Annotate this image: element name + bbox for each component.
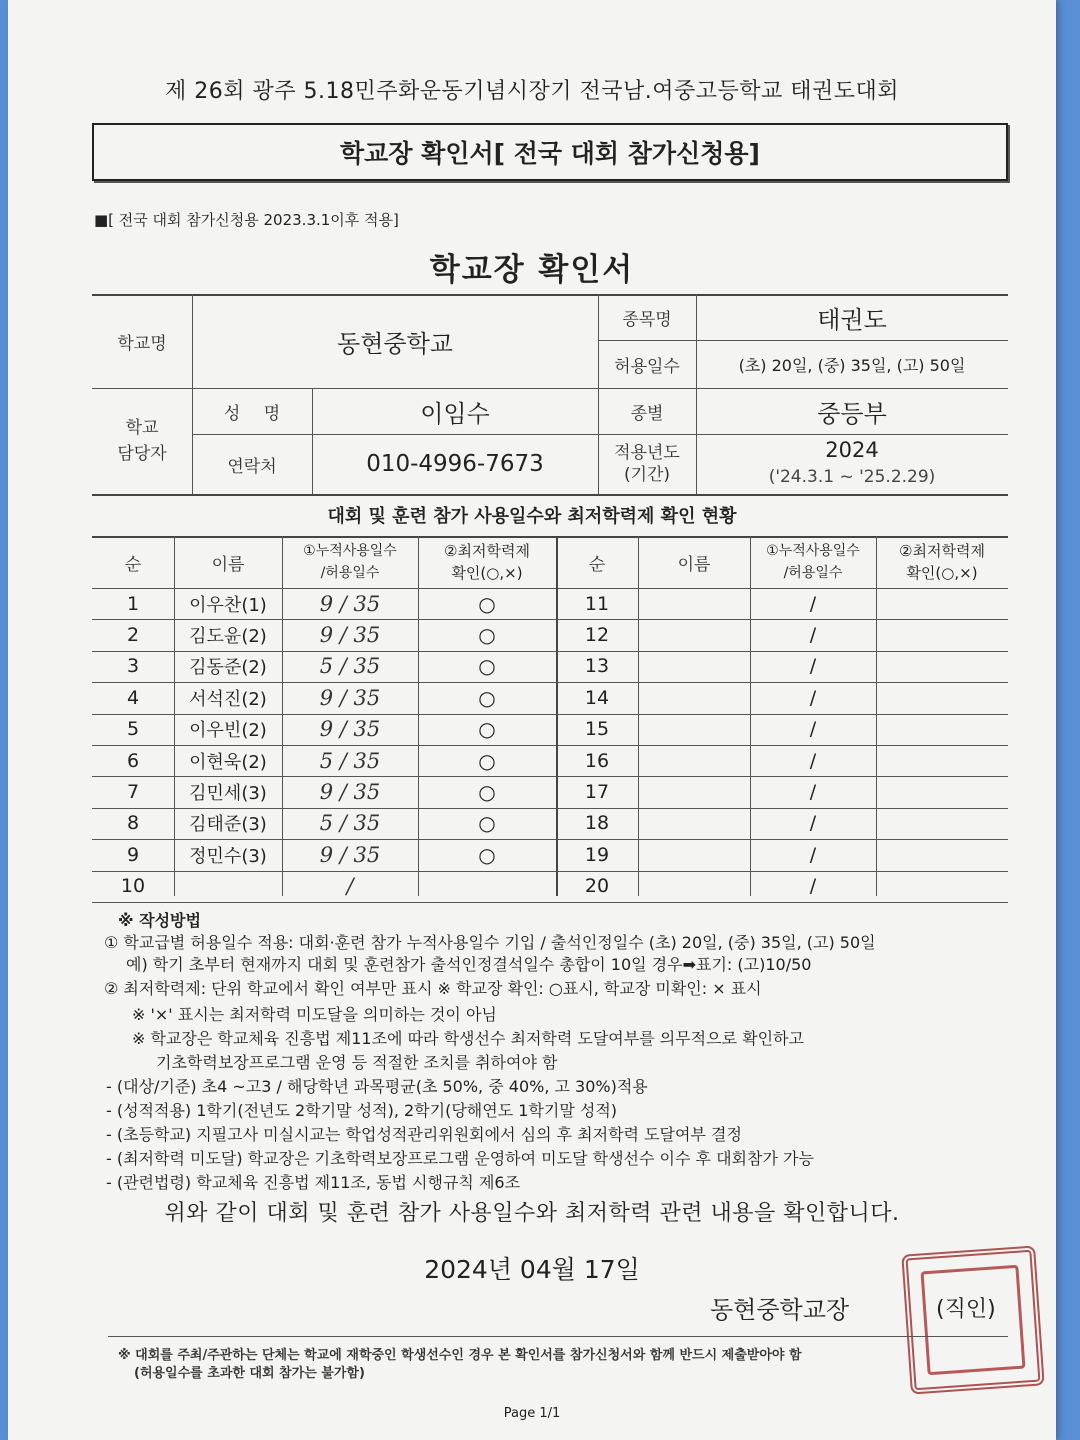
document-title-box (92, 123, 1008, 181)
manager-name-value: 이임수 (420, 399, 490, 428)
min-academic-check: ○ (478, 591, 496, 616)
event-title: 제 26회 광주 5.18민주화운동기념시장기 전국남.여중고등학교 태권도대회 (165, 79, 899, 104)
days-used: / (809, 843, 817, 866)
student-name (638, 714, 750, 745)
year-value: 2024 (825, 438, 879, 462)
name-label: 성 명 (223, 403, 281, 424)
min-academic-check (876, 682, 1008, 713)
days-used: / (809, 686, 817, 709)
days-used: 5 / 35 (319, 811, 381, 836)
header-name-right: 이름 (677, 554, 711, 575)
row-number: 11 (584, 592, 610, 615)
days-used: / (809, 655, 817, 678)
days-used: 5 / 35 (319, 748, 381, 773)
application-note: ■[ 전국 대회 참가신청용 2023.3.1이후 적용] (94, 211, 399, 229)
period-value: ('24.3.1 ~ '25.2.29) (768, 467, 936, 487)
min-academic-check (876, 745, 1008, 776)
instruction-line: ※ '×' 표시는 최저학력 미도달을 의미하는 것이 아님 (132, 1005, 497, 1024)
row-number: 3 (126, 655, 140, 678)
min-academic-check (876, 839, 1008, 870)
student-name: 김민세(3) (189, 783, 267, 805)
footnote-sub: (허용일수를 초과한 대회 참가는 불가함) (134, 1366, 365, 1381)
days-used: 9 / 35 (319, 591, 381, 616)
year-label: 적용년도 (기간) (614, 443, 680, 485)
min-academic-check: ○ (478, 842, 496, 867)
student-name: 정민수(3) (189, 845, 267, 867)
student-name (638, 588, 750, 619)
row-number: 16 (584, 749, 610, 772)
document-title: 학교장 확인서[ 전국 대회 참가신청용] (340, 139, 760, 168)
category-label: 종별 (630, 403, 664, 424)
min-academic-check: ○ (478, 623, 496, 648)
header-days-right: ①누적사용일수 /허용일수 (766, 543, 860, 581)
contact-value: 010-4996-7673 (366, 451, 544, 477)
days-used: 9 / 35 (319, 717, 381, 742)
row-number: 20 (584, 875, 610, 898)
sport-value: 태권도 (817, 305, 887, 334)
contact-label: 연락처 (227, 456, 277, 477)
days-used: / (809, 875, 817, 898)
min-academic-check: ○ (478, 685, 496, 710)
page-number: Page 1/1 (503, 1406, 561, 1421)
row-number: 15 (584, 718, 610, 741)
instruction-line: ② 최저학력제: 단위 학교에서 확인 여부만 표시 ※ 학교장 확인: ○표시, 학교장 미확인: × 표시 (104, 979, 762, 998)
document-page (8, 0, 1056, 1440)
min-academic-check (418, 871, 556, 902)
seal-placeholder: (직인) (936, 1297, 996, 1322)
school-label: 학교명 (117, 333, 167, 354)
form-subtitle: 학교장 확인서 (429, 252, 635, 288)
category-value: 중등부 (817, 399, 887, 428)
student-name: 김태준(3) (189, 814, 267, 836)
row-number: 12 (584, 624, 610, 647)
student-name: 김도윤(2) (189, 626, 267, 648)
student-name (638, 871, 750, 902)
principal-name: 동현중학교장 (710, 1296, 850, 1324)
instruction-line: ① 학교급별 허용일수 적용: 대회·훈련 참가 누적사용일수 기입 / 출석인정일수 (초) 20일, (중) 35일, (고) 50일 (104, 933, 876, 952)
instruction-line: - (성적적용) 1학기(전년도 2학기말 성적), 2학기(당해연도 1학기말 성적) (106, 1101, 618, 1120)
header-days-left: ①누적사용일수 /허용일수 (303, 543, 397, 581)
student-name: 김동준(2) (189, 657, 267, 679)
row-number: 8 (126, 812, 140, 835)
days-used: / (809, 718, 817, 741)
student-name (638, 682, 750, 713)
student-name (638, 619, 750, 650)
student-name (638, 745, 750, 776)
footnote-main: ※ 대회를 주최/주관하는 단체는 학교에 재학중인 학생선수인 경우 본 확인서를 참가신청서와 함께 반드시 제출받아야 함 (118, 1348, 802, 1363)
instruction-line: 기초학력보장프로그램 운영 등 적절한 조치를 취하여야 함 (156, 1053, 558, 1072)
header-no-left: 순 (124, 554, 142, 575)
confirm-statement: 위와 같이 대회 및 훈련 참가 사용일수와 최저학력 관련 내용을 확인합니다. (164, 1201, 900, 1226)
min-academic-check: ○ (478, 780, 496, 805)
days-used: 9 / 35 (319, 685, 381, 710)
days-used: / (346, 874, 354, 899)
allowed-days-label: 허용일수 (614, 356, 680, 377)
min-academic-check (876, 714, 1008, 745)
student-name: 이우빈(2) (189, 720, 267, 742)
min-academic-check (876, 619, 1008, 650)
issue-date: 2024년 04월 17일 (424, 1255, 640, 1284)
student-name: 서석진(2) (189, 688, 267, 710)
student-name: 이현욱(2) (189, 751, 267, 773)
table-row-divider (92, 902, 1008, 903)
min-academic-check (876, 651, 1008, 682)
min-academic-check (876, 776, 1008, 807)
min-academic-check: ○ (478, 717, 496, 742)
days-used: 9 / 35 (319, 842, 381, 867)
row-number: 7 (126, 781, 140, 804)
header-no-right: 순 (588, 554, 606, 575)
days-used: / (809, 592, 817, 615)
manager-label: 학교 담당자 (117, 418, 167, 464)
row-number: 2 (126, 624, 140, 647)
row-number: 4 (126, 686, 140, 709)
header-name-left: 이름 (211, 554, 245, 575)
student-name (638, 808, 750, 839)
days-used: / (809, 624, 817, 647)
header-check-left: ②최저학력제 확인(○,×) (444, 542, 530, 582)
instruction-line: - (대상/기준) 초4 ~고3 / 해당학년 과목평균(초 50%, 중 40%, 고 30%)적용 (106, 1077, 648, 1096)
table-title: 대회 및 훈련 참가 사용일수와 최저학력제 확인 현황 (327, 506, 737, 527)
student-name (638, 839, 750, 870)
instruction-line: ※ 학교장은 학교체육 진흥법 제11조에 따라 학생선수 최저학력 도달여부를 의무적으로 확인하고 (132, 1029, 804, 1048)
min-academic-check (876, 808, 1008, 839)
row-number: 6 (126, 749, 140, 772)
sport-label: 종목명 (622, 309, 672, 330)
instruction-line: - (초등학교) 지필고사 미실시교는 학업성적관리위원회에서 심의 후 최저학력 도달여부 결정 (106, 1125, 742, 1144)
min-academic-check (876, 588, 1008, 619)
instruction-line: 예) 학기 초부터 현재까지 대회 및 훈련참가 출석인정결석일수 총합이 10일 경우➡표기: (고)10/50 (126, 955, 812, 974)
instruction-line: - (최저학력 미도달) 학교장은 기초학력보장프로그램 운영하여 미도달 학생선수 이수 후 대회참가 가능 (106, 1149, 814, 1168)
student-name (174, 871, 282, 902)
official-seal (901, 1245, 1044, 1394)
header-check-right: ②최저학력제 확인(○,×) (899, 542, 985, 582)
days-used: / (809, 749, 817, 772)
min-academic-check: ○ (478, 654, 496, 679)
instruction-heading: ※ 작성방법 (118, 911, 201, 930)
row-number: 13 (584, 655, 610, 678)
row-number: 5 (126, 718, 140, 741)
days-used: 9 / 35 (319, 780, 381, 805)
row-number: 14 (584, 686, 610, 709)
row-number: 18 (584, 812, 610, 835)
student-name (638, 651, 750, 682)
days-used: / (809, 812, 817, 835)
row-number: 17 (584, 781, 610, 804)
row-number: 1 (126, 592, 140, 615)
days-used: 5 / 35 (319, 654, 381, 679)
school-value: 동현중학교 (337, 329, 453, 358)
allowed-days-value: (초) 20일, (중) 35일, (고) 50일 (738, 355, 966, 375)
days-used: 9 / 35 (319, 623, 381, 648)
student-name (638, 776, 750, 807)
row-number: 19 (584, 843, 610, 866)
min-academic-check: ○ (478, 748, 496, 773)
instruction-line: - (관련법령) 학교체육 진흥법 제11조, 동법 시행규칙 제6조 (106, 1173, 521, 1192)
days-used: / (809, 781, 817, 804)
row-number: 10 (120, 875, 146, 898)
row-number: 9 (126, 843, 140, 866)
student-name: 이우찬(1) (189, 594, 267, 616)
min-academic-check (876, 871, 1008, 902)
min-academic-check: ○ (478, 811, 496, 836)
